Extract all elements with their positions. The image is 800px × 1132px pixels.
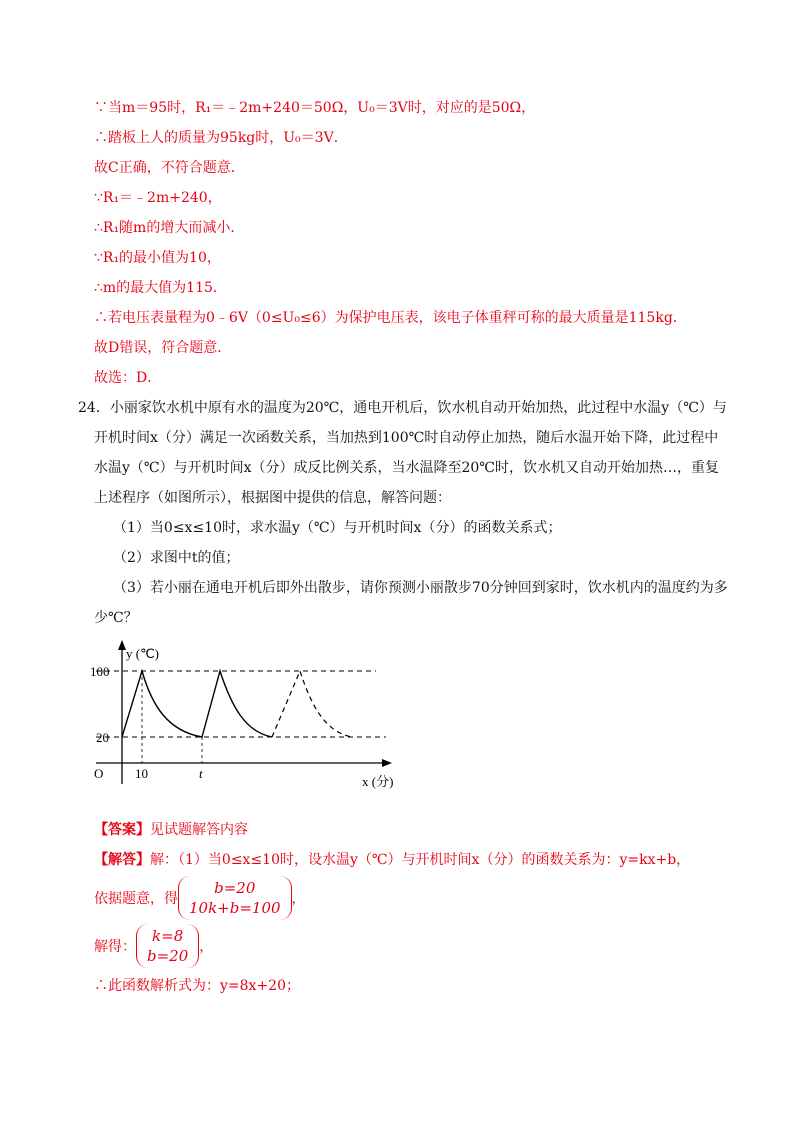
solution-line-2: ∴踏板上人的质量为95kg时，U₀＝3V． [94,130,348,146]
question-part-3: （3）若小丽在通电开机后即外出散步，请你预测小丽散步70分钟回到家时，饮水机内的温度约为多 [113,580,728,596]
solution-line-10: 故选：D． [94,370,162,386]
system2-eq1: k=8 [152,927,184,945]
question-number: 24． [78,400,110,416]
x-tick-10: 10 [135,766,148,781]
solution-line-8: ∴若电压表量程为0﹣6V（0≤U₀≤6）为保护电压表，该电子体重秤可称的最大质量是115kg． [94,310,687,326]
system1-eq2: 10k+b=100 [189,899,281,917]
solution-line-1: ∵当m＝95时，R₁＝﹣2m+240＝50Ω，U₀＝3V时，对应的是50Ω， [94,100,536,116]
equation-system-1-line [94,876,306,920]
equation-system-2 [136,924,199,968]
answer-line [94,820,248,840]
solution-main-line-1: 【解答】解：（1）当0≤x≤10时，设水温y（℃）与开机时间x（分）的函数关系为：y=kx+b， [94,852,691,868]
temperature-graph [86,636,426,796]
y-tick-20: 20 [96,730,109,745]
x-axis-label: x (分) [362,774,394,789]
system1-suffix: ， [291,891,306,907]
system2-suffix: ， [199,939,214,955]
system1-eq1: b=20 [214,879,256,897]
solution-line-7: ∴m的最大值为115． [94,280,227,296]
solution-tag: 【解答】 [94,852,150,868]
question-stem-line-4: 上述程序（如图所示），根据图中提供的信息，解答问题： [94,490,451,506]
equation-system-1 [178,876,292,920]
question-stem-line-1: 24．小丽家饮水机中原有水的温度为20℃，通电开机后，饮水机自动开始加热，此过程中水温y（℃）与 [78,400,727,416]
solution-line-3: 故C正确，不符合题意． [94,160,245,176]
solution-main-line-4: ∴此函数解析式为：y=8x+20； [94,978,300,994]
solution-line-4: ∵R₁＝﹣2m+240， [94,190,222,206]
system2-prefix: 解得： [94,939,136,955]
equation-system-2-line [94,924,213,968]
question-part-2: （2）求图中t的值； [113,550,240,566]
question-stem-line-2: 开机时间x（分）满足一次函数关系，当加热到100℃时自动停止加热，随后水温开始下降，此过程中 [94,430,719,446]
question-part-1: （1）当0≤x≤10时，求水温y（℃）与开机时间x（分）的函数关系式； [113,520,562,536]
solution-line-9: 故D错误，符合题意． [94,340,232,356]
system1-prefix: 依据题意，得 [94,891,178,907]
answer-text: 见试题解答内容 [150,822,248,838]
origin-label: O [94,766,104,781]
x-tick-t: t [199,766,203,781]
question-stem-line-3: 水温y（℃）与开机时间x（分）成反比例关系，当水温降至20℃时，饮水机又自动开始加热…，重复 [94,460,719,476]
answer-tag: 【答案】 [94,822,150,838]
solution-line-5: ∴R₁随m的增大而减小． [94,220,245,236]
y-axis-label: y (℃) [126,646,160,661]
question-part-3-cont: 少℃？ [94,610,138,626]
solution-line-6: ∵R₁的最小值为10， [94,250,221,266]
y-tick-100: 100 [90,664,110,679]
system2-eq2: b=20 [147,947,189,965]
